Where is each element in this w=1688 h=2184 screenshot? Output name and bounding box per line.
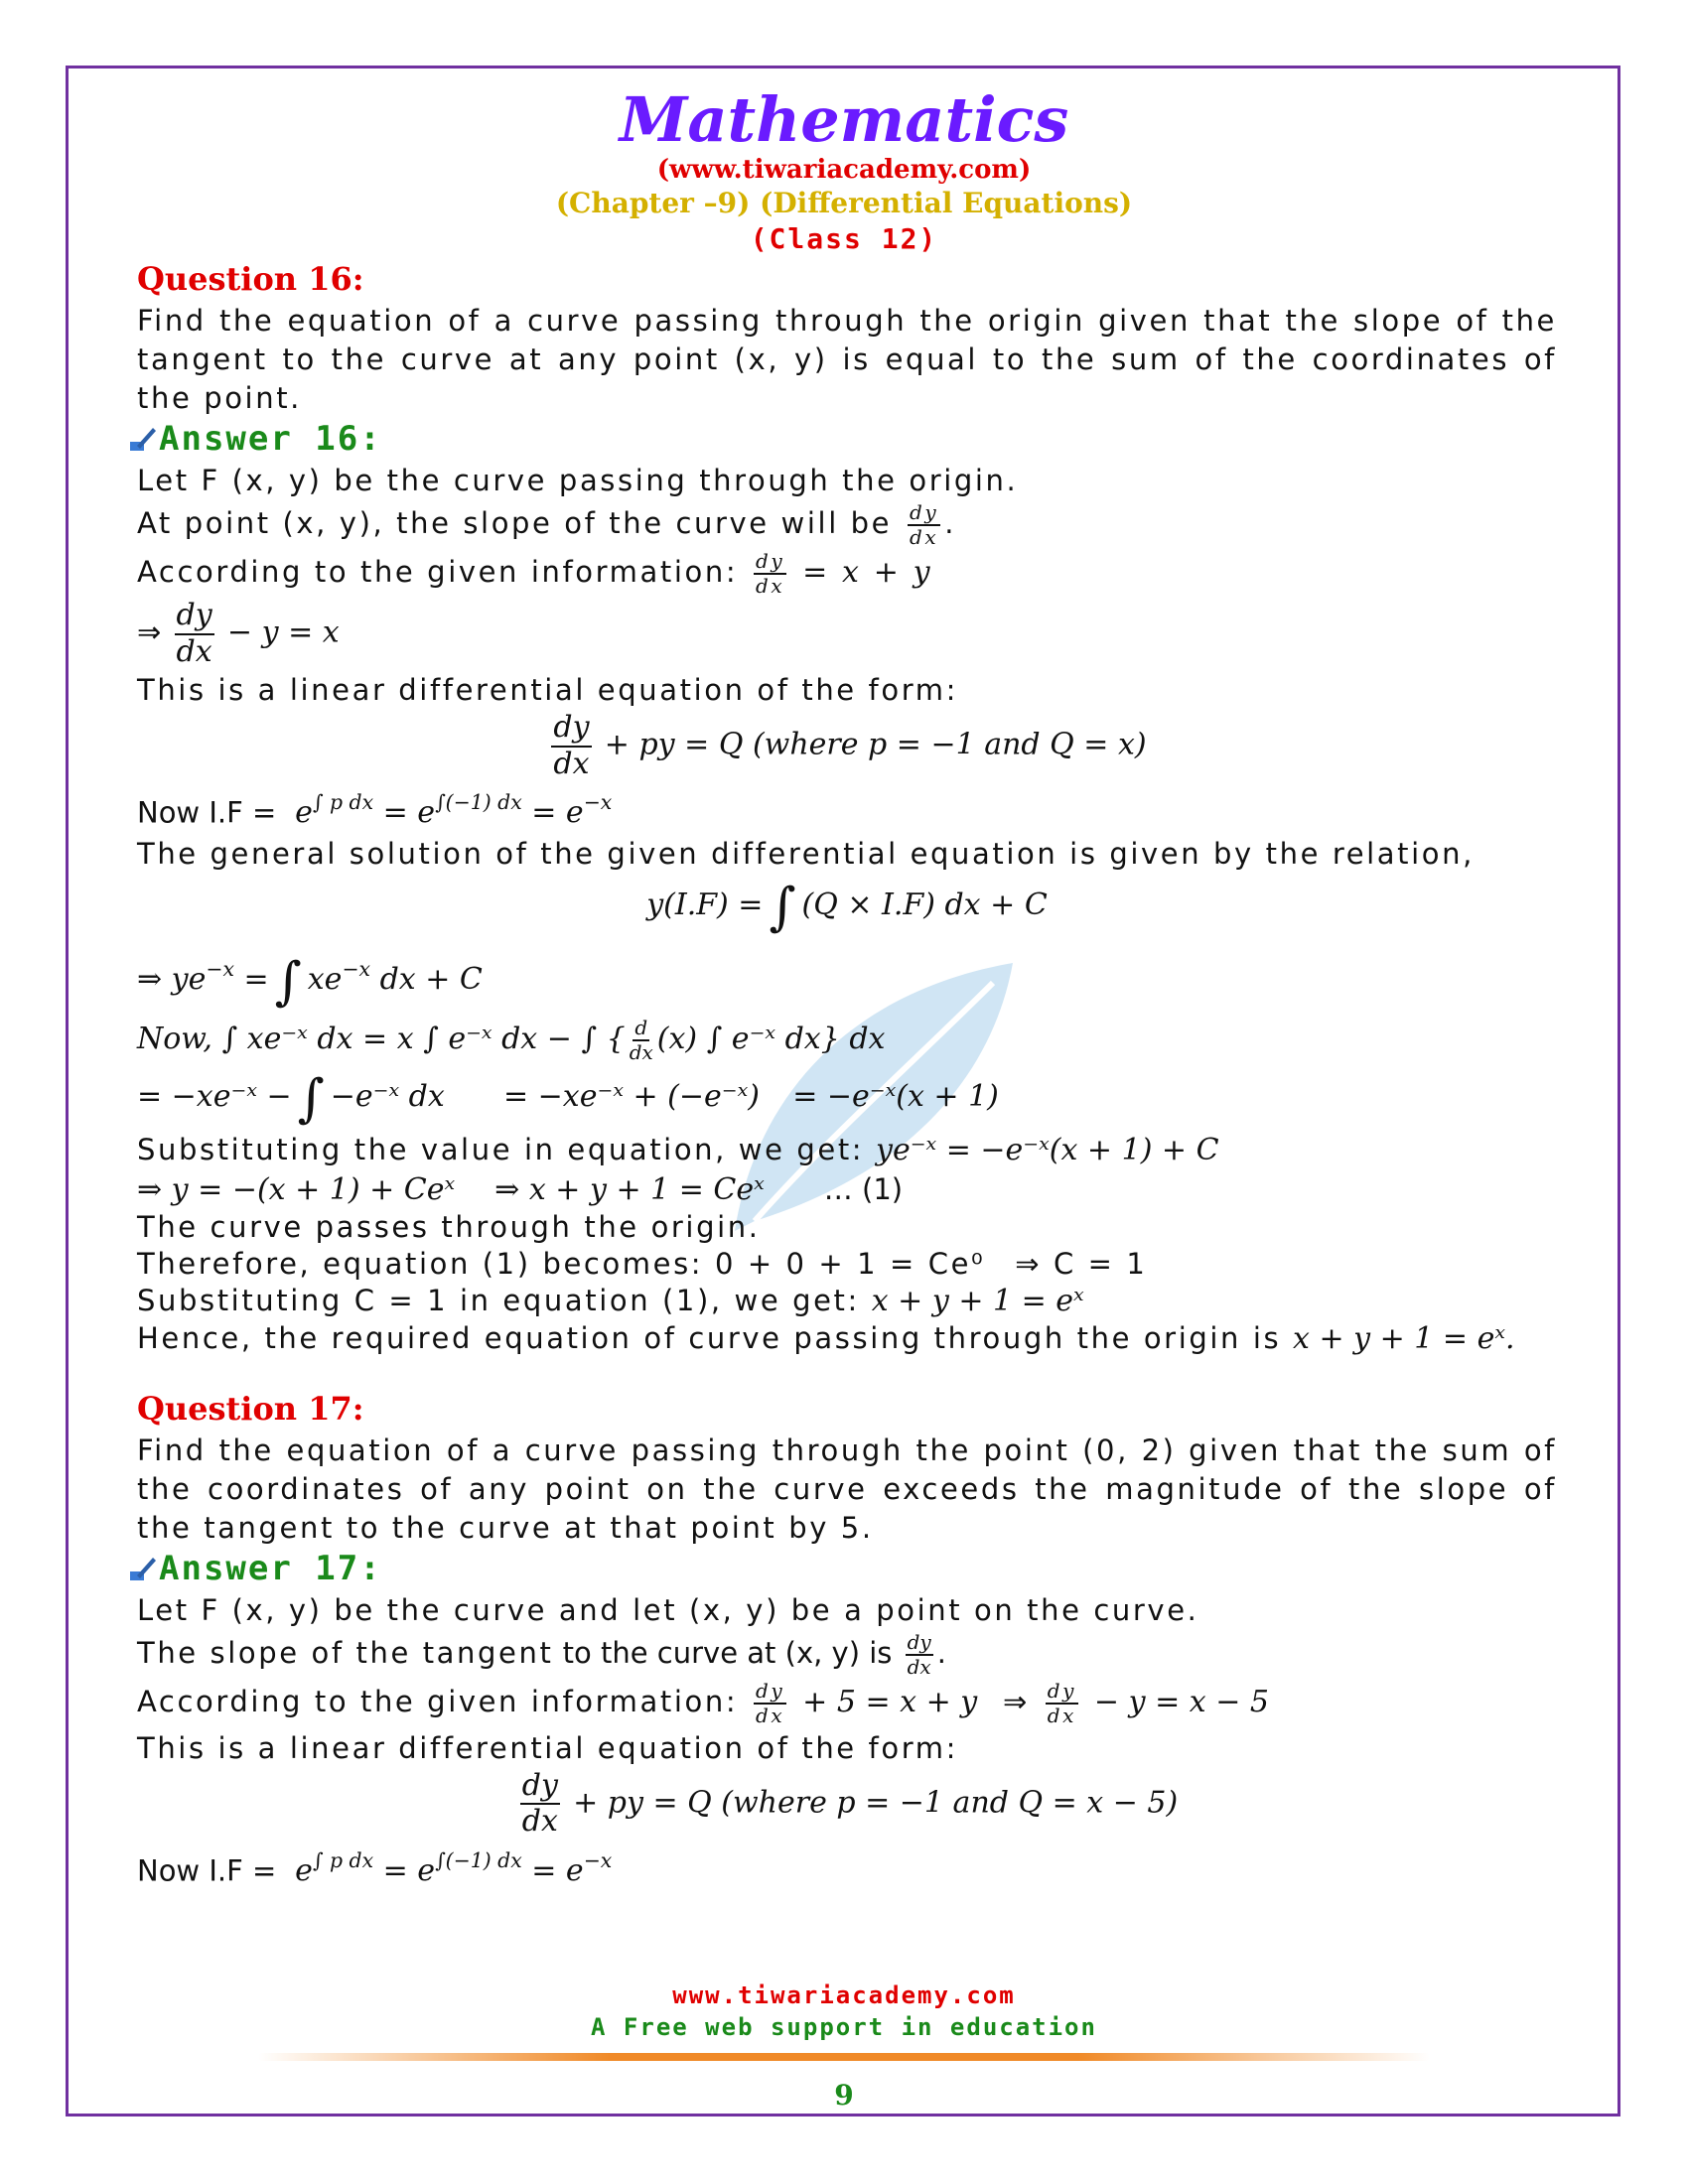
footer-tagline: A Free web support in education — [591, 2013, 1097, 2041]
content — [137, 256, 1557, 1892]
footer-divider — [258, 2053, 1430, 2061]
answer-17-heading: Answer 17: — [137, 1548, 1557, 1589]
dy-dx-fraction: $\frac{dy}{dx}$ — [907, 1629, 931, 1679]
a17-line-5: $\frac{dy}{dx}$ + py = Q (where p = −1 and Q = x − 5) — [521, 1767, 1179, 1839]
a16-line-6: $\frac{dy}{dx}$ + py = Q (where p = −1 and Q = x) — [553, 710, 1147, 781]
a16-line-17: Substituting C = 1 in equation (1), we get: x + y + 1 = eˣ — [137, 1283, 1084, 1318]
a16-line-18: Hence, the required equation of curve passing through the origin is x + y + 1 = eˣ. — [137, 1320, 1515, 1356]
page-number: 9 — [834, 2079, 854, 2112]
dy-dx-fraction: $\frac{dy}{dx}$ — [756, 1678, 785, 1727]
answer-16-heading: Answer 16: — [137, 418, 1557, 460]
a16-line-2: At point (x, y), the slope of the curve will be $\frac{dy}{dx}$ . — [137, 500, 957, 549]
question-16-text: Find the equation of a curve passing through the origin given that the slope of the tangent to the curve at any point (x, y) is equal to the sum of the coordinates of the point. — [137, 304, 1557, 415]
a16-line-10: ⇒ $ye^{-x}$ = ∫ $xe^{-x}$ dx + C — [137, 951, 483, 1012]
dy-dx-fraction: $\frac{dy}{dx}$ — [521, 1767, 558, 1839]
question-16-heading: Question 16: — [137, 260, 364, 298]
a17-line-6: Now $I.F = e^{\int p dx} = e^{\int(-1) dx} = e^{-x}$ — [137, 1847, 613, 1888]
a16-line-1: Let F (x, y) be the curve passing through the origin. — [137, 464, 1019, 497]
a16-line-12: = −xe⁻ˣ − ∫ −e⁻ˣ dx = −xe⁻ˣ + (−e⁻ˣ) = −e⁻ˣ(x + 1) — [137, 1068, 999, 1129]
dy-dx-fraction: $\frac{dy}{dx}$ — [1047, 1678, 1077, 1727]
header-site-link[interactable]: (www.tiwariacademy.com) — [656, 155, 1032, 185]
a16-line-8: The general solution of the given differential equation is given by the relation, — [137, 837, 1475, 872]
a16-line-4: ⇒ $\frac{dy}{dx}$ − y = x — [137, 598, 340, 669]
a17-line-4: This is a linear differential equation of the form: — [137, 1730, 958, 1765]
a16-line-7: Now $I.F = e^{\int p dx} = e^{\int(-1) dx} = e^{-x}$ — [137, 790, 613, 831]
a16-line-13: Substituting the value in equation, we get: ye⁻ˣ = −e⁻ˣ(x + 1) + C — [137, 1132, 1219, 1167]
page-title: Mathematics — [619, 83, 1069, 156]
a17-line-3: According to the given information: $\frac{dy}{dx}$ + 5 = x + y ⇒ $\frac{dy}{dx}$ − y = x − 5 — [137, 1678, 1269, 1727]
footer-site-link[interactable]: www.tiwariacademy.com — [672, 1981, 1016, 2009]
a16-line-3: According to the given information: $\frac{dy}{dx}$ = x + y — [137, 549, 933, 598]
chapter-label: (Chapter –9) (Differential Equations) — [555, 187, 1133, 219]
a17-line-1: Let F (x, y) be the curve and let (x, y) be a point on the curve. — [137, 1592, 1199, 1627]
dy-dx-fraction: $\frac{dy}{dx}$ — [756, 549, 785, 598]
dy-dx-fraction: $\frac{dy}{dx}$ — [553, 710, 590, 781]
a16-line-14: ⇒ y = −(x + 1) + Ceˣ ⇒ x + y + 1 = Ceˣ … (1) — [137, 1171, 904, 1207]
a16-line-11: Now, ∫ xe⁻ˣ dx = x ∫ e⁻ˣ dx − ∫ { $\frac{d}{dx}$ (x) ∫ e⁻ˣ dx} dx — [137, 1015, 886, 1064]
pen-icon — [129, 426, 157, 452]
question-17-text: Find the equation of a curve passing through the point (0, 2) given that the sum of the coordinates of any point on the curve exceeds the magnitude of the slope of the tangent to the curve at that point by 5. — [137, 1433, 1557, 1545]
pen-icon — [129, 1556, 157, 1581]
a16-line-5: This is a linear differential equation of the form: — [137, 673, 958, 707]
d-dx-fraction: $\frac{d}{dx}$ — [629, 1015, 653, 1064]
a17-line-2: The slope of the tangent to the curve at (x, y) is $\frac{dy}{dx}$ . — [137, 1629, 946, 1679]
question-17-heading: Question 17: — [137, 1389, 364, 1428]
dy-dx-fraction: $\frac{dy}{dx}$ — [909, 500, 939, 549]
a16-line-15: The curve passes through the origin. — [137, 1209, 761, 1244]
class-label: (Class 12) — [750, 222, 938, 255]
a16-line-16: Therefore, equation (1) becomes: 0 + 0 + 1 = Ce⁰ ⇒ C = 1 — [137, 1246, 1148, 1281]
dy-dx-fraction: $\frac{dy}{dx}$ — [176, 598, 212, 669]
a16-line-9: y(I.F) = ∫ (Q × I.F) dx + C — [646, 878, 1048, 938]
